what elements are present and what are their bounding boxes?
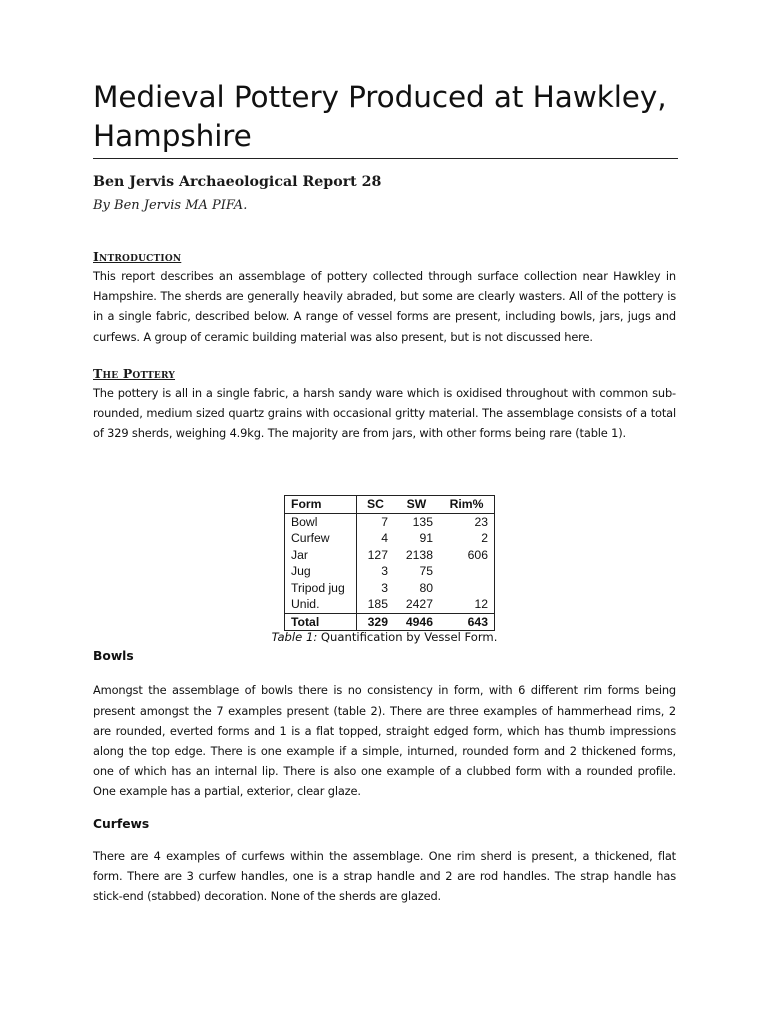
table-cell: 75 xyxy=(419,564,433,578)
table-row xyxy=(285,563,495,580)
table-cell: 606 xyxy=(439,547,495,564)
table-cell xyxy=(439,580,495,597)
table-cell: Tripod jug xyxy=(285,580,357,597)
pottery-paragraph: The pottery is all in a single fabric, a harsh sandy ware which is oxidised throughout with common sub-rounded, medium sized quartz grains with occasional gritty material. The assemblage consists of a total of 329 sherds, weighing 4.9kg. The majority are from jars, with other forms being rare (table 1). xyxy=(93,385,676,441)
introduction-paragraph: This report describes an assemblage of pottery collected through surface collection near Hawkley in Hampshire. The sherds are generally heavily abraded, but some are clearly wasters. All of the pottery is in a single fabric, described below. A range of vessel forms are present, including bowls, jars, jugs and curfews. A group of ceramic building material was also present, but is not discussed here. xyxy=(93,269,676,344)
bowls-paragraph: Amongst the assemblage of bowls there is no consistency in form, with 6 different rim forms being present amongst the 7 examples present (table 2). There are three examples of hammerhead rims, 2 are rounded, everted forms and 1 is a flat topped, straight edged form, which has thumb impressions along the top edge. There is one example if a simple, inturned, rounded form and 2 thickened forms, one of which has an internal lip. There is also one example of a clubbed form with a rounded profile. One example has a partial, exterior, clear glaze. xyxy=(93,683,676,799)
page-title xyxy=(93,0,676,156)
title-line-2: Hampshire xyxy=(93,119,252,153)
table-cell: 7 xyxy=(381,514,388,529)
table-row xyxy=(285,580,495,597)
table-total-cell: Total xyxy=(285,613,357,631)
table-header-cell: SW xyxy=(394,496,439,514)
table-caption-label: Table 1: xyxy=(271,630,318,644)
table-row xyxy=(285,530,495,547)
report-subtitle: Ben Jervis Archaeological Report 28 xyxy=(93,174,382,190)
table-header-row xyxy=(285,496,495,514)
title-divider xyxy=(93,158,678,159)
table-caption-text: Quantification by Vessel Form. xyxy=(317,630,498,644)
pottery-heading: The Pottery xyxy=(93,365,176,381)
table-header-cell: SC xyxy=(357,496,395,514)
author-byline: By Ben Jervis MA PIFA. xyxy=(93,198,248,213)
table-cell: 3 xyxy=(381,564,388,578)
table-cell: 91 xyxy=(419,531,433,545)
curfews-paragraph: There are 4 examples of curfews within the assemblage. One rim sherd is present, a thickened, flat form. There are 3 curfew handles, one is a strap handle and 2 are rod handles. The strap handle has stick-end (stabbed) decoration. None of the sherds are glazed. xyxy=(93,848,676,904)
introduction-heading: Introduction xyxy=(93,249,182,264)
table-total-cell: 329 xyxy=(357,613,395,631)
table-row xyxy=(285,596,495,613)
table-cell: 23 xyxy=(439,513,495,530)
table-cell: 2138 xyxy=(405,547,433,562)
table-cell: 2 xyxy=(439,530,495,547)
table-cell: Bowl xyxy=(285,513,357,530)
table-header-cell: Rim% xyxy=(439,496,495,514)
table-cell: Curfew xyxy=(285,530,357,547)
table-cell: Jar xyxy=(285,547,357,564)
table-row xyxy=(285,547,495,564)
vessel-form-table xyxy=(284,495,495,631)
table-total-cell: 4946 xyxy=(394,613,439,631)
bowls-heading: Bowls xyxy=(93,649,134,664)
table-header-cell: Form xyxy=(285,496,357,514)
table-total-row xyxy=(285,613,495,631)
table-row xyxy=(285,513,495,530)
table-cell: 80 xyxy=(419,580,433,595)
table-total-cell: 643 xyxy=(439,613,495,631)
vessel-form-table-wrapper xyxy=(284,495,495,631)
table-cell: 3 xyxy=(381,580,388,595)
table-cell: Unid. xyxy=(285,596,357,613)
table-cell: 2427 xyxy=(405,597,433,611)
table-cell: 4 xyxy=(381,531,388,545)
title-line-1: Medieval Pottery Produced at Hawkley, xyxy=(93,80,667,114)
curfews-heading: Curfews xyxy=(93,816,150,831)
table-cell xyxy=(439,563,495,580)
table-cell: Jug xyxy=(285,563,357,580)
document-page xyxy=(93,0,676,906)
table-cell: 135 xyxy=(412,514,433,529)
table-cell: 12 xyxy=(439,596,495,613)
table-cell: 127 xyxy=(367,547,388,562)
table-cell: 185 xyxy=(367,597,388,611)
table-caption xyxy=(93,630,676,644)
